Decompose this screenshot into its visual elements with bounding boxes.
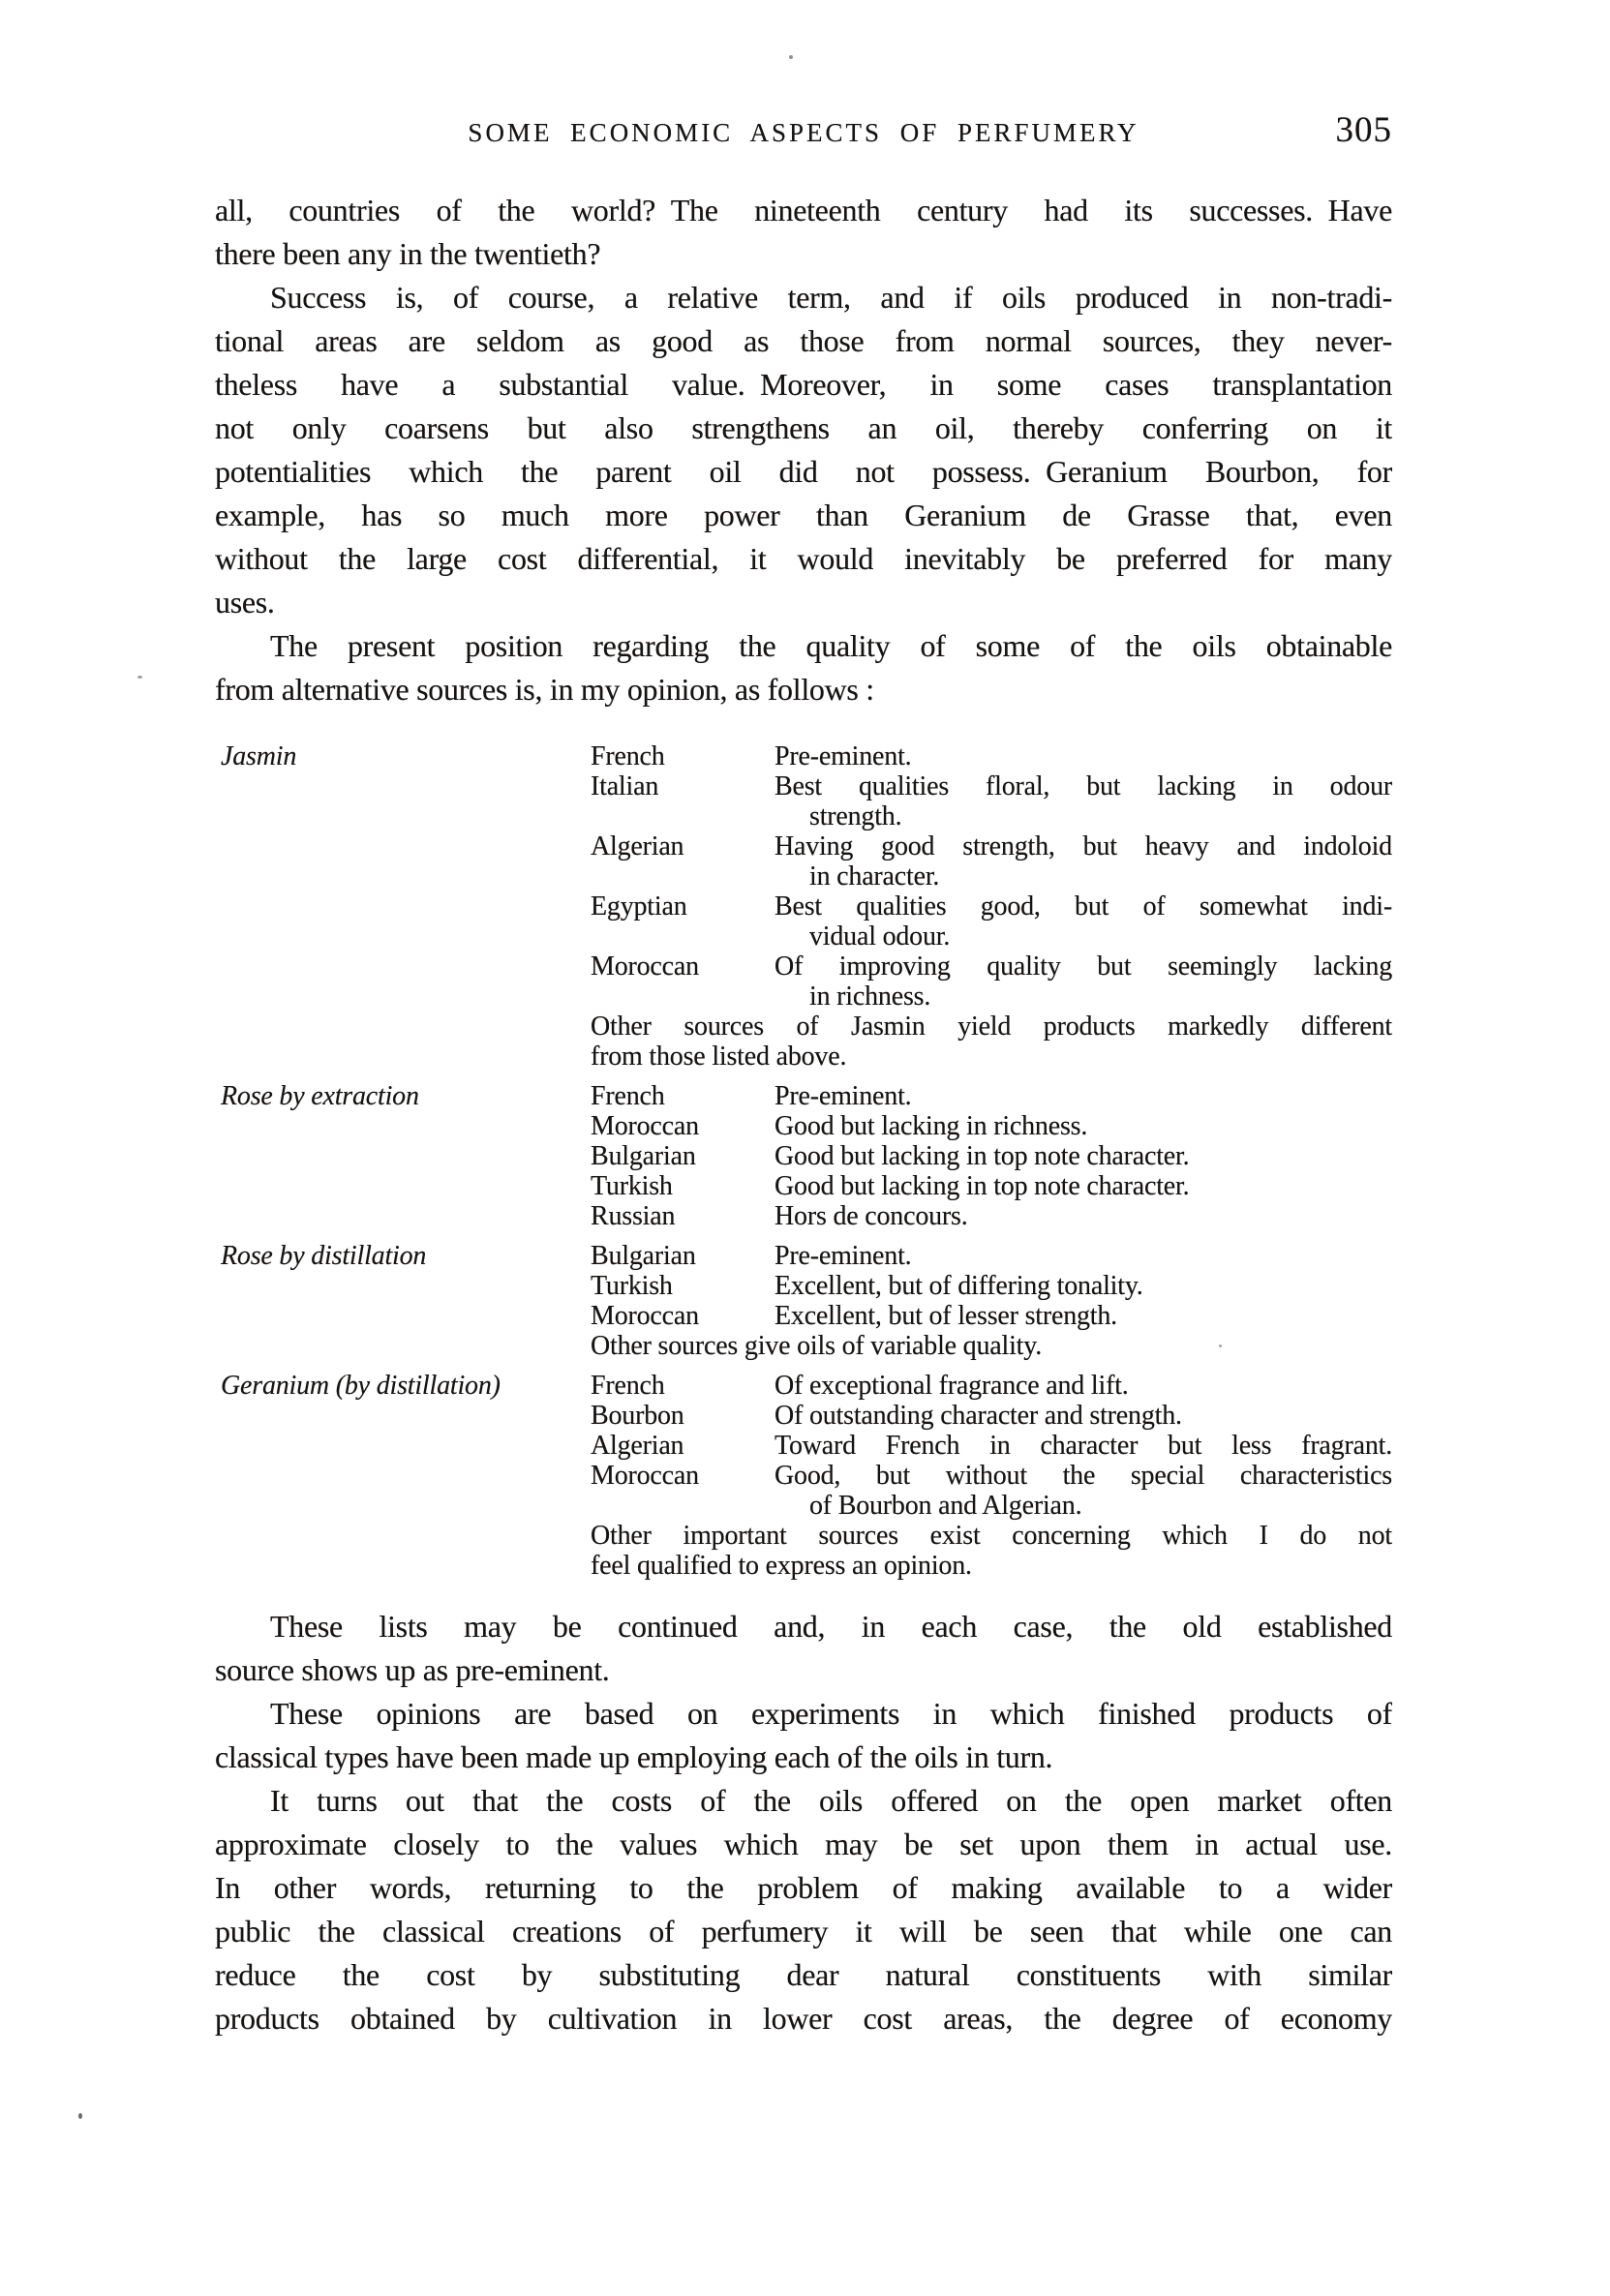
assessment-cell: Good, but without the special characteristics [775, 1461, 1392, 1491]
table-section [215, 1371, 1392, 1581]
product-label: Jasmin [221, 741, 297, 771]
table-row [215, 1042, 1392, 1072]
closing-paragraph-line: approximate closely to the values which may be set upon them in actual use. [215, 1827, 1392, 1861]
assessment-cell: Hors de concours. [775, 1201, 968, 1231]
table-section [215, 741, 1392, 1072]
intro-paragraph-line: tional areas are seldom as good as those from normal sources, they never- [215, 323, 1392, 358]
assessment-continuation: in richness. [809, 982, 931, 1012]
scan-speck [78, 2113, 82, 2119]
scan-speck [789, 55, 793, 59]
intro-paragraph-line: all, countries of the world? The nineteenth century had its successes. Have [215, 193, 1392, 227]
closing-paragraph-line: It turns out that the costs of the oils offered on the open market often [270, 1783, 1392, 1818]
table-row [215, 921, 1392, 952]
table-row [215, 1271, 1392, 1301]
scan-speck [137, 676, 142, 679]
oil-quality-table [215, 741, 1392, 1581]
table-row [215, 801, 1392, 831]
table-row [215, 1081, 1392, 1111]
table-row [215, 952, 1392, 982]
origin-cell: Bulgarian [591, 1241, 696, 1271]
intro-paragraph-line: uses. [215, 585, 275, 619]
assessment-cell: Of outstanding character and strength. [775, 1401, 1182, 1431]
table-row [215, 1331, 1392, 1361]
assessment-cell: Good but lacking in top note character. [775, 1141, 1190, 1171]
table-section [215, 1081, 1392, 1231]
table-row [215, 1401, 1392, 1431]
product-label: Rose by extraction [221, 1081, 419, 1111]
closing-paragraph-line: These opinions are based on experiments in which finished products of [270, 1696, 1392, 1731]
closing-paragraph-line: reduce the cost by substituting dear natural constituents with similar [215, 1957, 1392, 1992]
table-row [215, 1431, 1392, 1461]
origin-cell: Turkish [591, 1171, 673, 1201]
origin-cell: Algerian [591, 831, 684, 861]
page-number: 305 [1335, 110, 1392, 150]
assessment-cell: Best qualities good, but of somewhat indi- [775, 891, 1392, 921]
assessment-cell: Pre-eminent. [775, 1241, 912, 1271]
section-note: Other sources give oils of variable quality. [591, 1331, 1043, 1361]
table-row [215, 1491, 1392, 1521]
table-row [215, 1012, 1392, 1042]
intro-paragraph-line: The present position regarding the quality of some of the oils obtainable [270, 628, 1392, 663]
table-row [215, 1551, 1392, 1581]
table-row [215, 1201, 1392, 1231]
table-row [215, 1171, 1392, 1201]
origin-cell: French [591, 1371, 665, 1401]
scan-speck [1219, 1344, 1222, 1347]
closing-paragraph-line: These lists may be continued and, in each case, the old established [270, 1609, 1392, 1644]
table-row [215, 1301, 1392, 1331]
origin-cell: Algerian [591, 1431, 684, 1461]
table-row [215, 831, 1392, 861]
origin-cell: Bulgarian [591, 1141, 696, 1171]
assessment-cell: Pre-eminent. [775, 741, 912, 771]
assessment-continuation: of Bourbon and Algerian. [809, 1491, 1082, 1521]
table-row [215, 741, 1392, 771]
product-label: Geranium (by distillation) [221, 1371, 501, 1401]
closing-paragraph-line: In other words, returning to the problem of making available to a wider [215, 1870, 1392, 1905]
intro-paragraph-line: not only coarsens but also strengthens an oil, thereby conferring on it [215, 410, 1392, 445]
table-row [215, 982, 1392, 1012]
table-row [215, 1141, 1392, 1171]
table-row [215, 1521, 1392, 1551]
intro-paragraph-line: example, has so much more power than Geranium de Grasse that, even [215, 498, 1392, 532]
table-row [215, 1111, 1392, 1141]
closing-paragraph-line: products obtained by cultivation in lower cost areas, the degree of economy [215, 2001, 1392, 2036]
origin-cell: Bourbon [591, 1401, 684, 1431]
assessment-cell: Pre-eminent. [775, 1081, 912, 1111]
origin-cell: French [591, 1081, 665, 1111]
origin-cell: Moroccan [591, 1461, 699, 1491]
section-note: Other important sources exist concerning which I do not [591, 1521, 1392, 1551]
origin-cell: French [591, 741, 665, 771]
closing-paragraphs [215, 1605, 1392, 2040]
table-row [215, 861, 1392, 891]
origin-cell: Italian [591, 771, 659, 801]
assessment-cell: Good but lacking in top note character. [775, 1171, 1190, 1201]
assessment-cell: Having good strength, but heavy and indoloid [775, 831, 1392, 861]
table-row [215, 1371, 1392, 1401]
table-section [215, 1241, 1392, 1361]
origin-cell: Russian [591, 1201, 676, 1231]
closing-paragraph-line: classical types have been made up employing each of the oils in turn. [215, 1739, 1053, 1774]
section-note: from those listed above. [591, 1042, 847, 1072]
table-row [215, 1461, 1392, 1491]
intro-paragraph-line: there been any in the twentieth? [215, 236, 601, 271]
intro-paragraphs [215, 189, 1392, 711]
intro-paragraph-line: theless have a substantial value. Moreover, in some cases transplantation [215, 367, 1392, 402]
origin-cell: Egyptian [591, 891, 687, 921]
origin-cell: Moroccan [591, 952, 699, 982]
table-row [215, 1241, 1392, 1271]
page-header [215, 110, 1392, 155]
section-note: feel qualified to express an opinion. [591, 1551, 972, 1581]
running-head-title: SOME ECONOMIC ASPECTS OF PERFUMERY [468, 118, 1139, 147]
intro-paragraph-line: without the large cost differential, it would inevitably be preferred for many [215, 541, 1392, 576]
intro-paragraph-line: from alternative sources is, in my opinion, as follows : [215, 672, 874, 707]
origin-cell: Turkish [591, 1271, 673, 1301]
intro-paragraph-line: potentialities which the parent oil did not possess. Geranium Bourbon, for [215, 454, 1392, 489]
assessment-continuation: vidual odour. [809, 921, 951, 952]
intro-paragraph-line: Success is, of course, a relative term, and if oils produced in non-tradi- [270, 280, 1392, 315]
product-label: Rose by distillation [221, 1241, 427, 1271]
assessment-cell: Good but lacking in richness. [775, 1111, 1088, 1141]
assessment-cell: Of exceptional fragrance and lift. [775, 1371, 1129, 1401]
assessment-continuation: in character. [809, 861, 940, 891]
assessment-cell: Excellent, but of differing tonality. [775, 1271, 1143, 1301]
assessment-cell: Toward French in character but less fragrant. [775, 1431, 1392, 1461]
assessment-cell: Of improving quality but seemingly lacking [775, 952, 1392, 982]
closing-paragraph-line: public the classical creations of perfumery it will be seen that while one can [215, 1914, 1392, 1949]
closing-paragraph-line: source shows up as pre-eminent. [215, 1652, 610, 1687]
assessment-continuation: strength. [809, 801, 902, 831]
origin-cell: Moroccan [591, 1111, 699, 1141]
table-row [215, 771, 1392, 801]
assessment-cell: Best qualities floral, but lacking in odour [775, 771, 1392, 801]
section-note: Other sources of Jasmin yield products markedly different [591, 1012, 1392, 1042]
origin-cell: Moroccan [591, 1301, 699, 1331]
assessment-cell: Excellent, but of lesser strength. [775, 1301, 1117, 1331]
table-row [215, 891, 1392, 921]
